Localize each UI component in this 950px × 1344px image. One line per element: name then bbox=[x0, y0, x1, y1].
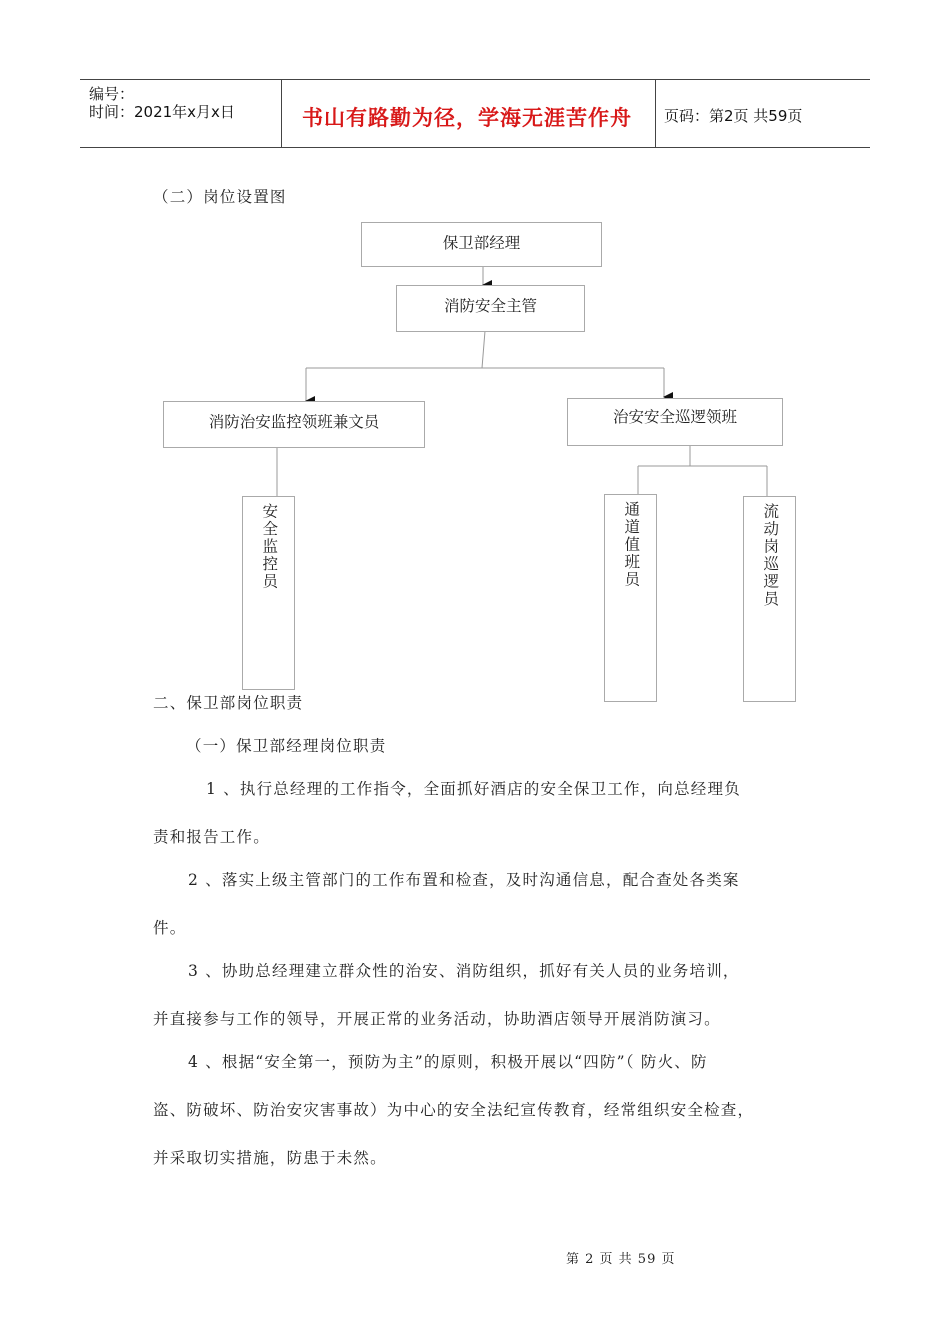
org-label-supervisor: 消防安全主管 bbox=[443, 297, 537, 315]
duty-line: 责和报告工作。 bbox=[153, 828, 270, 846]
org-box-patrol bbox=[743, 496, 796, 702]
org-label-patrol: 流动岗巡逻员 bbox=[761, 503, 780, 608]
document-number: 编号： bbox=[89, 85, 135, 103]
org-box-passage-guard bbox=[604, 494, 657, 702]
org-label-monitor: 安全监控员 bbox=[260, 503, 279, 591]
header-page-info: 页码：第2页 共59页 bbox=[664, 107, 803, 125]
duty-line: 2 、落实上级主管部门的工作布置和检查，及时沟通信息，配合查处各类案 bbox=[188, 871, 740, 889]
org-box-left-lead bbox=[163, 401, 425, 448]
duties-title: 二、保卫部岗位职责 bbox=[153, 694, 304, 712]
duty-line: 并采取切实措施，防患于未然。 bbox=[153, 1149, 387, 1167]
org-label-right-lead: 治安安全巡逻领班 bbox=[612, 408, 737, 426]
duty-line: 盗、防破坏、防治安灾害事故）为中心的安全法纪宣传教育，经常组织安全检查， bbox=[153, 1101, 755, 1119]
org-box-supervisor bbox=[396, 285, 585, 332]
document-date: 时间：2021年x月x日 bbox=[89, 103, 235, 121]
org-label-passage-guard: 通道值班员 bbox=[622, 501, 641, 589]
org-box-monitor bbox=[242, 496, 295, 690]
duty-line: 3 、协助总经理建立群众性的治安、消防组织，抓好有关人员的业务培训， bbox=[188, 962, 740, 980]
page-footer: 第 2 页 共 59 页 bbox=[566, 1252, 676, 1267]
org-box-right-lead bbox=[567, 398, 783, 446]
duty-line: 件。 bbox=[153, 919, 187, 937]
duty-line: 4 、根据“安全第一，预防为主”的原则，积极开展以“四防”（ 防火、防 bbox=[188, 1053, 708, 1071]
duty-line: 1 、执行总经理的工作指令，全面抓好酒店的安全保卫工作，向总经理负 bbox=[206, 780, 741, 798]
section-heading: （二）岗位设置图 bbox=[153, 188, 287, 206]
org-label-manager: 保卫部经理 bbox=[442, 234, 521, 252]
org-box-manager bbox=[361, 222, 602, 267]
duty-line: 并直接参与工作的领导，开展正常的业务活动，协助酒店领导开展消防演习。 bbox=[153, 1010, 721, 1028]
duties-subtitle: （一）保卫部经理岗位职责 bbox=[186, 737, 387, 755]
header-motto: 书山有路勤为径，学海无涯苦作舟 bbox=[302, 105, 632, 130]
org-label-left-lead: 消防治安监控领班兼文员 bbox=[208, 413, 380, 431]
